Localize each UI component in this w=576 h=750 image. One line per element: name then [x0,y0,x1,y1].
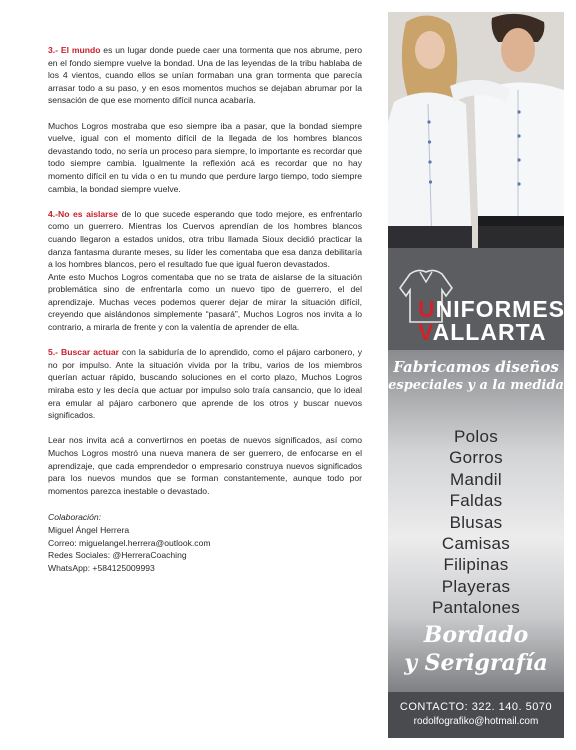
heading-buscar-actuar: 5.- Buscar actuar [48,347,120,358]
product-item: Filipinas [443,555,509,575]
brand-u-rest: NIFORMES [435,296,566,322]
product-item: Pantalones [431,598,521,618]
product-item: Camisas [441,534,511,554]
service-bordado: Bordado [423,622,529,648]
product-item: Faldas [449,491,503,511]
models-photo [388,12,564,248]
contact-email: rodolfografiko@hotmail.com [413,716,539,727]
paragraph-no-es-aislarse [48,208,362,271]
uniformes-vallarta-ad [388,12,564,738]
article-column [48,44,362,574]
tagline-line-1: Fabricamos diseños [393,358,559,376]
product-item: Blusas [449,512,503,532]
product-list [388,426,564,619]
contact-phone: CONTACTO: 322. 140. 5070 [399,701,553,713]
paragraph-text: de lo que sucede esperando que todo mejore, es enfrentarlo como un guerrero. Mientras los Cuervos aprendían de los hombres blancos cuando llegaron a estados unidos, otra tribu llamada Sioux decidió practicar la danza fantasma durante meses, su líder les comentaba que esa danza debilitaría a los hombres blancos, pero el resultado fue que igual fueron devastados. [48,208,362,270]
product-item: Mandil [450,469,502,489]
paragraph-lear: Lear nos invita acá a convertirnos en poetas de nuevos significados, así como Muchos Logros mostró una nueva manera de ser guerrero, de enfocarse en el aprendizaje, que cada emprendedor o empresario construya nuevos significados para los nuevos mundos que se forman constantemente, aunque todo por momentos parezca inestable o devastado. [48,435,362,496]
author-whatsapp: WhatsApp: +584125009993 [48,562,155,573]
paragraph-muchos-logros-2: Ante esto Muchos Logros comentaba que no se trata de aislarse de la situación problemática sino de enfrentarla como un nuevo tipo de guerrero, el del aprendizaje. Muchas veces podemos querer dejar de mirar la situación difícil, creyendo que aislándonos simplemente “pasará”, Muchos Logros nos invita a lo contrario, a mirarla de frente y con la valentía de aprender de ella. [48,271,362,333]
author-name: Miguel Ángel Herrera [48,524,130,535]
tagline-line-2: especiales y a la medida [388,378,564,393]
product-item: Gorros [449,448,503,468]
paragraph-text: es un lugar donde puede caer una tormenta que nos abrume, pero en el fondo siempre vuelve la bondad. Una de las leyendas de la tribu hablaba de los 4 vientos, cuando ellos se unían formaban una gran tormenta que parecía arrasar todo a su paso, y en esos momentos muchos se dejaban abrumar por la sensación de que ese momento difícil nunca acabaría. [48,45,362,106]
heading-el-mundo: 3.- El mundo [48,45,101,55]
author-social: Redes Sociales: @HerreraCoaching [48,550,187,561]
brand-u-letter: U [418,296,436,322]
paragraph-muchos-logros-1: Muchos Logros mostraba que eso siempre iba a pasar, que la bondad siempre vuelve, igual con el momento difícil de la llegada de los hombres blancos devastando todo, no sería un proceso para siempre, lo importante es recordar que todo siempre cambia. Igualmente la reflexión acá es recordar que no hay momento difícil en tu vida o en tu mundo que perdure largo tiempo, todo siempre cambia, la bondad siempre vuelve. [48,120,362,194]
brand-v-rest: ALLARTA [432,319,547,345]
brand-line-vallarta [418,319,547,346]
models-illustration [388,12,564,248]
contact-bar [388,692,564,738]
paragraph-buscar-actuar [48,346,362,422]
brand-v-letter: V [418,319,433,345]
heading-no-es-aislarse: 4.-No es aislarse [48,208,119,219]
credits-label: Colaboración: [48,512,102,523]
paragraph-el-mundo [48,44,362,107]
paragraph-text: con la sabiduría de lo aprendido, como el pájaro carbonero, y no por impulso. Ante la situación vivida por la tribu, varios de los miembros querían actuar rápido, buscando soluciones en el corto plazo, Muchos Logros miraba esto y les decía que actuar por impulso solo traía cansancio, que lo ideal era emular al pájaro carbonero que aprende de los otros y buscar nuevos significados. [48,347,362,421]
author-email: Correo: miguelangel.herrera@outlook.com [48,537,211,548]
product-item: Playeras [441,576,511,596]
credits-block [48,511,362,574]
product-item: Polos [453,427,499,446]
service-serigrafia: y Serigrafía [404,650,548,676]
